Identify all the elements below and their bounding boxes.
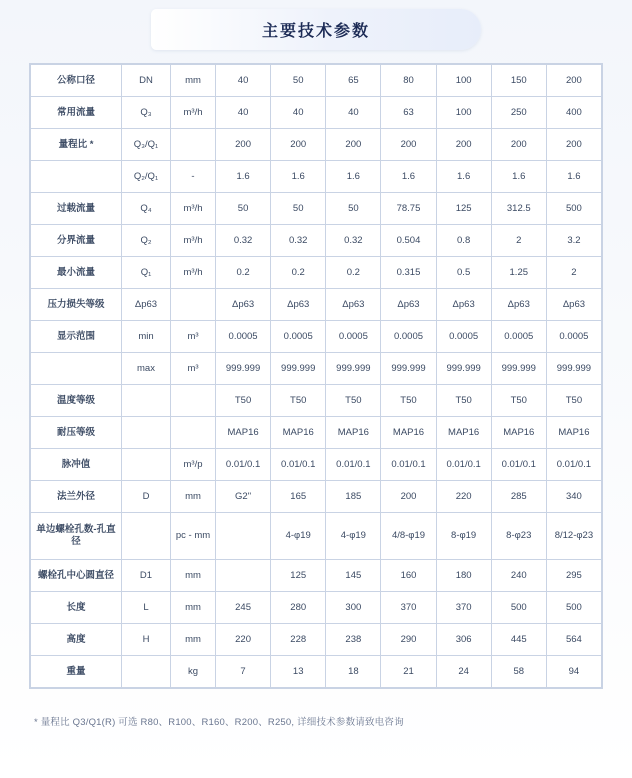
row-label: 量程比 *: [31, 129, 122, 161]
cell-value: 65: [326, 65, 381, 97]
cell-value: 0.01/0.1: [381, 449, 436, 481]
cell-value: 0.0005: [271, 321, 326, 353]
cell-value: 220: [436, 481, 491, 513]
table-row: [31, 385, 602, 417]
row-label: 过载流量: [31, 193, 122, 225]
cell-value: 0.0005: [491, 321, 546, 353]
row-label: 公称口径: [31, 65, 122, 97]
cell-value: 40: [271, 97, 326, 129]
cell-value: 999.999: [491, 353, 546, 385]
row-symbol: max: [122, 353, 171, 385]
cell-value: 0.0005: [216, 321, 271, 353]
cell-value: 145: [326, 560, 381, 592]
cell-value: 1.25: [491, 257, 546, 289]
spec-table: [30, 64, 602, 688]
cell-value: Δp63: [216, 289, 271, 321]
cell-value: 50: [326, 193, 381, 225]
cell-value: T50: [271, 385, 326, 417]
row-symbol: Q₃/Q₁: [122, 129, 171, 161]
cell-value: 40: [216, 97, 271, 129]
cell-value: [216, 513, 271, 560]
cell-value: 500: [491, 592, 546, 624]
cell-value: 8-φ19: [436, 513, 491, 560]
page-title: 主要技术参数: [261, 22, 370, 40]
row-symbol: [122, 449, 171, 481]
cell-value: 8/12-φ23: [546, 513, 601, 560]
cell-value: MAP16: [491, 417, 546, 449]
row-label: [31, 161, 122, 193]
cell-value: Δp63: [326, 289, 381, 321]
cell-value: 0.5: [436, 257, 491, 289]
table-row: [31, 193, 602, 225]
cell-value: 50: [216, 193, 271, 225]
cell-value: T50: [546, 385, 601, 417]
cell-value: 0.0005: [326, 321, 381, 353]
cell-value: 78.75: [381, 193, 436, 225]
cell-value: T50: [216, 385, 271, 417]
cell-value: 94: [546, 656, 601, 688]
table-row: [31, 257, 602, 289]
cell-value: 21: [381, 656, 436, 688]
cell-value: 0.01/0.1: [546, 449, 601, 481]
cell-value: 0.01/0.1: [491, 449, 546, 481]
cell-value: Δp63: [436, 289, 491, 321]
cell-value: 4-φ19: [271, 513, 326, 560]
cell-value: 50: [271, 65, 326, 97]
cell-value: 306: [436, 624, 491, 656]
cell-value: T50: [326, 385, 381, 417]
page-title-bar: [0, 0, 632, 58]
cell-value: 250: [491, 97, 546, 129]
row-unit: pc - mm: [171, 513, 216, 560]
cell-value: 2: [491, 225, 546, 257]
cell-value: 40: [326, 97, 381, 129]
row-symbol: L: [122, 592, 171, 624]
cell-value: 312.5: [491, 193, 546, 225]
table-row: [31, 656, 602, 688]
row-symbol: Δp63: [122, 289, 171, 321]
cell-value: 200: [546, 129, 601, 161]
cell-value: 220: [216, 624, 271, 656]
cell-value: 2: [546, 257, 601, 289]
row-unit: [171, 129, 216, 161]
cell-value: 0.01/0.1: [326, 449, 381, 481]
row-symbol: D1: [122, 560, 171, 592]
cell-value: 125: [271, 560, 326, 592]
cell-value: 50: [271, 193, 326, 225]
cell-value: 290: [381, 624, 436, 656]
row-unit: [171, 385, 216, 417]
cell-value: 0.32: [271, 225, 326, 257]
cell-value: 0.2: [271, 257, 326, 289]
cell-value: 100: [436, 97, 491, 129]
cell-value: 500: [546, 592, 601, 624]
row-symbol: Q₃: [122, 97, 171, 129]
cell-value: 228: [271, 624, 326, 656]
row-label: 耐压等级: [31, 417, 122, 449]
table-row: [31, 97, 602, 129]
cell-value: 40: [216, 65, 271, 97]
cell-value: 245: [216, 592, 271, 624]
spec-table-body: [31, 65, 602, 688]
row-label: 螺栓孔中心圆直径: [31, 560, 122, 592]
cell-value: 165: [271, 481, 326, 513]
row-unit: [171, 289, 216, 321]
cell-value: 500: [546, 193, 601, 225]
row-symbol: min: [122, 321, 171, 353]
cell-value: Δp63: [546, 289, 601, 321]
row-symbol: DN: [122, 65, 171, 97]
cell-value: 370: [436, 592, 491, 624]
cell-value: 0.0005: [546, 321, 601, 353]
cell-value: 999.999: [271, 353, 326, 385]
row-symbol: [122, 417, 171, 449]
cell-value: 200: [381, 481, 436, 513]
cell-value: 999.999: [381, 353, 436, 385]
row-unit: [171, 417, 216, 449]
table-row: [31, 129, 602, 161]
cell-value: 1.6: [216, 161, 271, 193]
row-label: 高度: [31, 624, 122, 656]
cell-value: 4-φ19: [326, 513, 381, 560]
table-row: [31, 481, 602, 513]
row-label: 最小流量: [31, 257, 122, 289]
cell-value: 63: [381, 97, 436, 129]
table-row: [31, 513, 602, 560]
cell-value: G2": [216, 481, 271, 513]
cell-value: 200: [381, 129, 436, 161]
cell-value: 564: [546, 624, 601, 656]
table-row: [31, 560, 602, 592]
cell-value: 100: [436, 65, 491, 97]
table-row: [31, 65, 602, 97]
row-label: 脉冲值: [31, 449, 122, 481]
row-symbol: [122, 656, 171, 688]
row-unit: m³/h: [171, 193, 216, 225]
table-row: [31, 449, 602, 481]
cell-value: 200: [271, 129, 326, 161]
row-symbol: Q₂/Q₁: [122, 161, 171, 193]
row-symbol: Q₄: [122, 193, 171, 225]
cell-value: 1.6: [491, 161, 546, 193]
cell-value: 0.01/0.1: [436, 449, 491, 481]
cell-value: 150: [491, 65, 546, 97]
cell-value: 18: [326, 656, 381, 688]
row-label: 法兰外径: [31, 481, 122, 513]
cell-value: 999.999: [436, 353, 491, 385]
cell-value: 3.2: [546, 225, 601, 257]
cell-value: 200: [326, 129, 381, 161]
cell-value: 0.8: [436, 225, 491, 257]
row-symbol: [122, 513, 171, 560]
cell-value: MAP16: [326, 417, 381, 449]
row-unit: mm: [171, 624, 216, 656]
row-unit: mm: [171, 592, 216, 624]
cell-value: 1.6: [381, 161, 436, 193]
row-symbol: Q₁: [122, 257, 171, 289]
cell-value: 200: [436, 129, 491, 161]
row-unit: m³/h: [171, 97, 216, 129]
cell-value: MAP16: [381, 417, 436, 449]
table-row: [31, 624, 602, 656]
cell-value: 0.01/0.1: [216, 449, 271, 481]
table-row: [31, 321, 602, 353]
cell-value: 300: [326, 592, 381, 624]
cell-value: 295: [546, 560, 601, 592]
row-label: 分界流量: [31, 225, 122, 257]
row-unit: m³/h: [171, 257, 216, 289]
row-symbol: Q₂: [122, 225, 171, 257]
cell-value: 80: [381, 65, 436, 97]
cell-value: Δp63: [491, 289, 546, 321]
cell-value: 1.6: [546, 161, 601, 193]
cell-value: 340: [546, 481, 601, 513]
footnote: * 量程比 Q3/Q1(R) 可选 R80、R100、R160、R200、R250, 详细技术参数请致电咨询: [34, 717, 404, 728]
table-row: [31, 417, 602, 449]
cell-value: 0.2: [326, 257, 381, 289]
cell-value: 1.6: [271, 161, 326, 193]
cell-value: 999.999: [216, 353, 271, 385]
row-label: 温度等级: [31, 385, 122, 417]
cell-value: 999.999: [546, 353, 601, 385]
table-row: [31, 225, 602, 257]
row-symbol: H: [122, 624, 171, 656]
bottom-fade: [0, 738, 632, 778]
cell-value: 180: [436, 560, 491, 592]
cell-value: 4/8-φ19: [381, 513, 436, 560]
cell-value: 200: [546, 65, 601, 97]
cell-value: 200: [216, 129, 271, 161]
cell-value: 24: [436, 656, 491, 688]
cell-value: 0.0005: [381, 321, 436, 353]
row-label: 重量: [31, 656, 122, 688]
table-row: [31, 592, 602, 624]
row-symbol: D: [122, 481, 171, 513]
cell-value: 0.504: [381, 225, 436, 257]
cell-value: 240: [491, 560, 546, 592]
row-unit: m³/p: [171, 449, 216, 481]
cell-value: MAP16: [216, 417, 271, 449]
cell-value: 999.999: [326, 353, 381, 385]
row-unit: mm: [171, 481, 216, 513]
cell-value: MAP16: [436, 417, 491, 449]
row-label: 压力损失等级: [31, 289, 122, 321]
table-row: [31, 161, 602, 193]
cell-value: 285: [491, 481, 546, 513]
row-label: 显示范围: [31, 321, 122, 353]
cell-value: 13: [271, 656, 326, 688]
row-label: 常用流量: [31, 97, 122, 129]
cell-value: 0.0005: [436, 321, 491, 353]
cell-value: 0.32: [326, 225, 381, 257]
cell-value: 125: [436, 193, 491, 225]
cell-value: [216, 560, 271, 592]
cell-value: 238: [326, 624, 381, 656]
cell-value: 7: [216, 656, 271, 688]
row-label: 单边螺栓孔数-孔直径: [31, 513, 122, 560]
spec-table-wrap: [0, 58, 632, 688]
cell-value: 1.6: [436, 161, 491, 193]
row-unit: m³/h: [171, 225, 216, 257]
row-unit: m³: [171, 321, 216, 353]
cell-value: MAP16: [546, 417, 601, 449]
row-unit: -: [171, 161, 216, 193]
row-unit: kg: [171, 656, 216, 688]
cell-value: Δp63: [271, 289, 326, 321]
cell-value: 280: [271, 592, 326, 624]
cell-value: 1.6: [326, 161, 381, 193]
row-label: [31, 353, 122, 385]
cell-value: 445: [491, 624, 546, 656]
row-unit: m³: [171, 353, 216, 385]
cell-value: T50: [436, 385, 491, 417]
cell-value: 0.01/0.1: [271, 449, 326, 481]
table-row: [31, 353, 602, 385]
row-label: 长度: [31, 592, 122, 624]
row-unit: mm: [171, 560, 216, 592]
cell-value: 58: [491, 656, 546, 688]
cell-value: MAP16: [271, 417, 326, 449]
cell-value: 8-φ23: [491, 513, 546, 560]
cell-value: 185: [326, 481, 381, 513]
cell-value: 370: [381, 592, 436, 624]
cell-value: 200: [491, 129, 546, 161]
row-unit: mm: [171, 65, 216, 97]
title-pill: [151, 9, 481, 50]
cell-value: 0.32: [216, 225, 271, 257]
cell-value: T50: [491, 385, 546, 417]
row-symbol: [122, 385, 171, 417]
cell-value: 400: [546, 97, 601, 129]
cell-value: 160: [381, 560, 436, 592]
cell-value: 0.315: [381, 257, 436, 289]
cell-value: Δp63: [381, 289, 436, 321]
cell-value: T50: [381, 385, 436, 417]
table-row: [31, 289, 602, 321]
cell-value: 0.2: [216, 257, 271, 289]
